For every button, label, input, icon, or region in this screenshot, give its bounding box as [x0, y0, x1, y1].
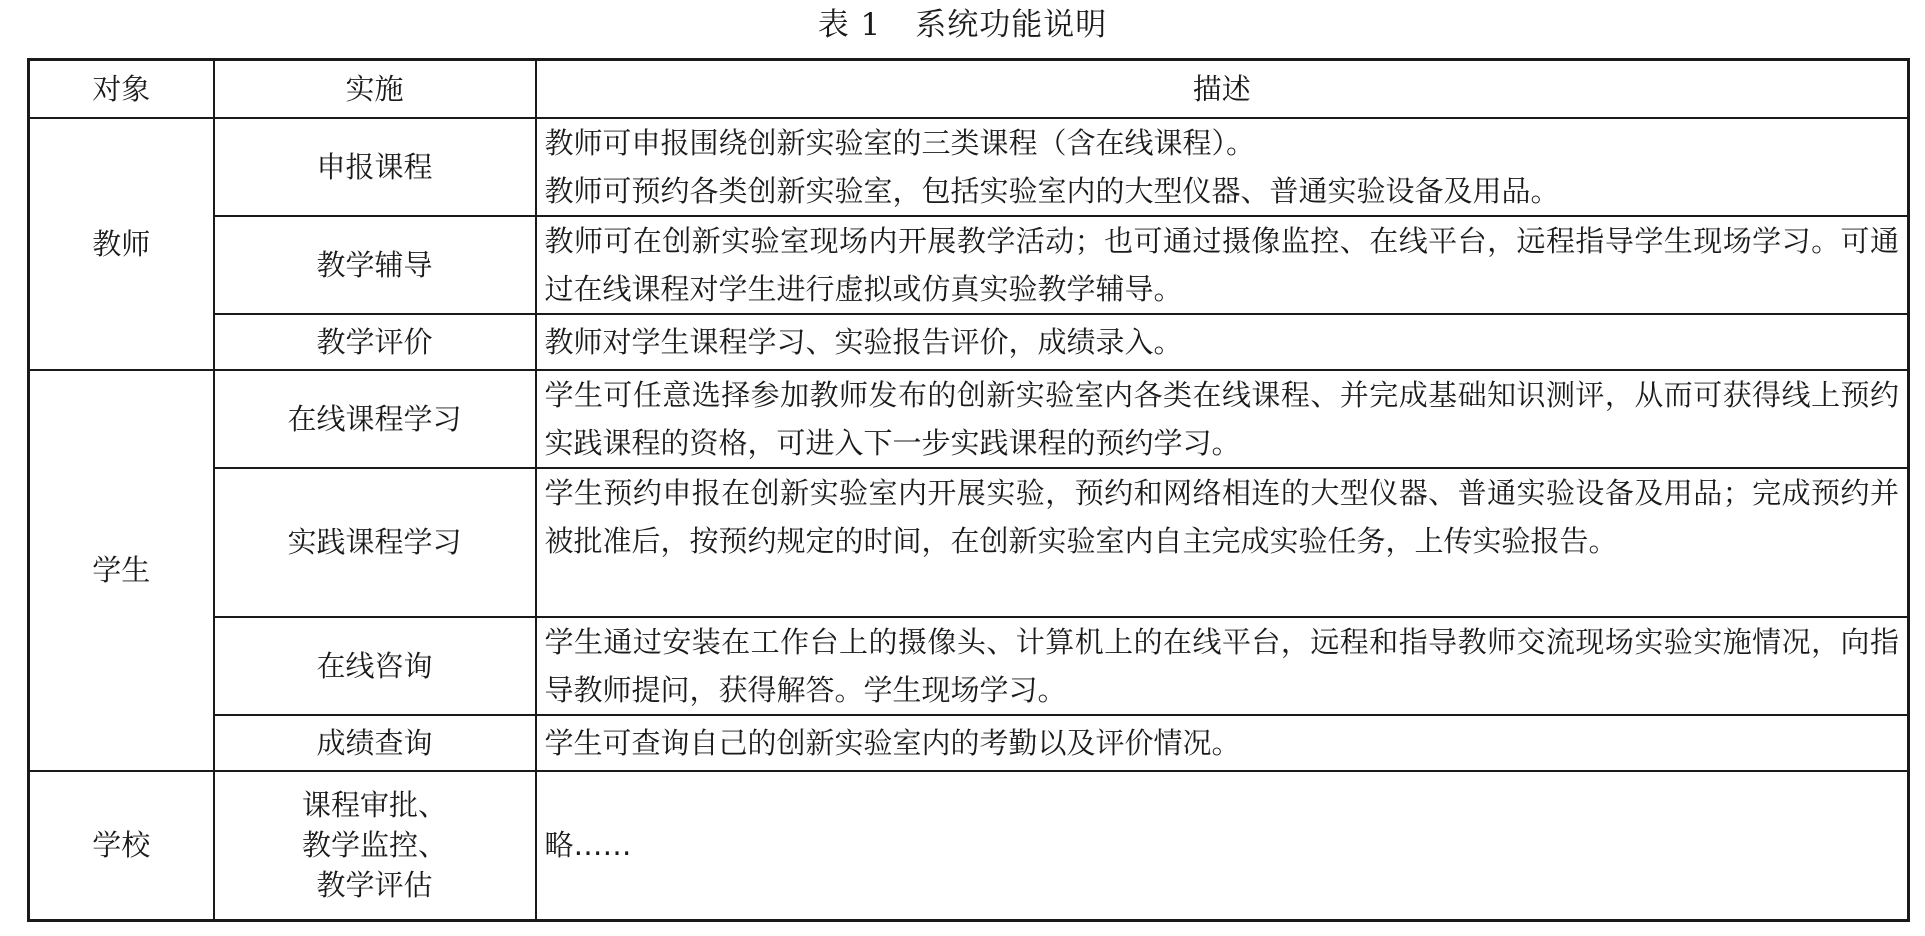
desc-line: 教师可预约各类创新实验室，包括实验室内的大型仪器、普通实验设备及用品。 [544, 173, 1560, 208]
desc-cell: 教师对学生课程学习、实验报告评价，成绩录入。 [536, 314, 1909, 370]
impl-cell: 教学辅导 [214, 216, 536, 314]
table-row [29, 468, 1909, 617]
table-caption-number: 表 1 [817, 7, 882, 43]
impl-line: 教学评估 [316, 868, 433, 903]
desc-cell [536, 118, 1909, 216]
impl-cell: 在线咨询 [214, 617, 536, 715]
table-row [29, 216, 1909, 314]
header-object: 对象 [29, 60, 214, 118]
table-row [29, 370, 1909, 468]
table-row [29, 715, 1909, 771]
object-cell-school: 学校 [29, 771, 214, 921]
table-row [29, 314, 1909, 370]
table-row [29, 118, 1909, 216]
desc-cell: 略…… [536, 771, 1909, 921]
function-table [27, 58, 1910, 922]
impl-cell: 成绩查询 [214, 715, 536, 771]
desc-cell: 学生可查询自己的创新实验室内的考勤以及评价情况。 [536, 715, 1909, 771]
object-cell-student: 学生 [29, 370, 214, 771]
desc-cell: 学生预约申报在创新实验室内开展实验，预约和网络相连的大型仪器、普通实验设备及用品；完成预约并被批准后，按预约规定的时间，在创新实验室内自主完成实验任务，上传实验报告。 [536, 468, 1909, 617]
header-description: 描述 [536, 60, 1909, 118]
desc-cell: 教师可在创新实验室现场内开展教学活动；也可通过摄像监控、在线平台，远程指导学生现场学习。可通过在线课程对学生进行虚拟或仿真实验教学辅导。 [536, 216, 1909, 314]
impl-line: 课程审批、 [301, 788, 447, 823]
desc-line: 教师可申报围绕创新实验室的三类课程（含在线课程）。 [544, 125, 1256, 160]
impl-cell: 实践课程学习 [214, 468, 536, 617]
desc-cell: 学生可任意选择参加教师发布的创新实验室内各类在线课程、并完成基础知识测评，从而可获得线上预约实践课程的资格，可进入下一步实践课程的预约学习。 [536, 370, 1909, 468]
table-caption [0, 0, 1925, 50]
impl-line: 教学监控、 [301, 828, 447, 863]
object-cell-teacher: 教师 [29, 118, 214, 370]
table-header-row [29, 60, 1909, 118]
table-row [29, 617, 1909, 715]
impl-cell [214, 771, 536, 921]
header-implementation: 实施 [214, 60, 536, 118]
impl-cell: 教学评价 [214, 314, 536, 370]
impl-cell: 在线课程学习 [214, 370, 536, 468]
impl-cell: 申报课程 [214, 118, 536, 216]
desc-cell: 学生通过安装在工作台上的摄像头、计算机上的在线平台，远程和指导教师交流现场实验实施情况，向指导教师提问，获得解答。学生现场学习。 [536, 617, 1909, 715]
table-caption-title: 系统功能说明 [915, 7, 1108, 43]
table-row [29, 771, 1909, 921]
